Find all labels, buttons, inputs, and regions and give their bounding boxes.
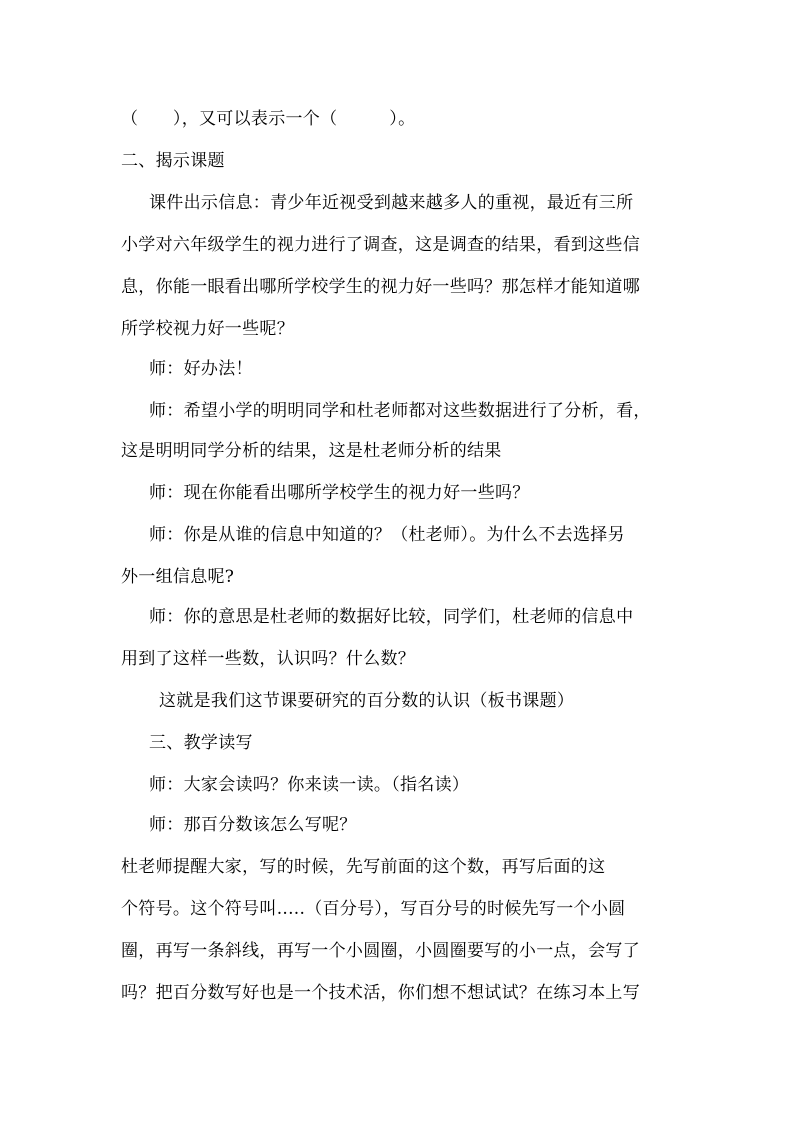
text-line-5: 息，你能一眼看出哪所学校学生的视力好一些吗？那怎样才能知道哪 (121, 277, 640, 297)
text-line-4: 小学对六年级学生的视力进行了调查，这是调查的结果，看到这些信 (121, 235, 640, 255)
text-line-1: （ ），又可以表示一个（ ）。 (121, 109, 416, 129)
text-line-14: 用到了这样一些数，认识吗？什么数？ (121, 649, 416, 669)
text-line-17: 师：大家会读吗？你来读一读。（指名读） (149, 775, 470, 795)
text-line-11: 师：你是从谁的信息中知道的？（杜老师）。为什么不去选择另 (149, 525, 625, 545)
text-line-21: 圈，再写一条斜线，再写一个小圆圈，小圆圈要写的小一点，会写了 (121, 941, 640, 961)
section-heading-reveal-topic: 二、揭示课题 (121, 151, 225, 171)
text-line-15: 这就是我们这节课要研究的百分数的认识（板书课题） (159, 691, 575, 711)
text-line-9: 这是明明同学分析的结果，这是杜老师分析的结果 (121, 441, 502, 461)
text-line-7: 师：好办法！ (149, 359, 253, 379)
text-line-8: 师：希望小学的明明同学和杜老师都对这些数据进行了分析，看， (149, 401, 651, 421)
text-line-20: 个符号。这个符号叫.....（百分号），写百分号的时候先写一个小圆 (121, 899, 626, 919)
text-line-3: 课件出示信息：青少年近视受到越来越多人的重视，最近有三所 (149, 193, 634, 213)
text-line-19: 杜老师提醒大家，写的时候，先写前面的这个数，再写后面的这 (121, 857, 606, 877)
text-line-6: 所学校视力好一些呢？ (121, 319, 294, 339)
text-line-10: 师：现在你能看出哪所学校学生的视力好一些吗？ (149, 483, 530, 503)
text-line-22: 吗？把百分数写好也是一个技术活，你们想不想试试？在练习本上写 (121, 983, 640, 1003)
section-heading-teaching: 三、教学读写 (149, 733, 253, 753)
text-line-12: 外一组信息呢? (121, 567, 235, 587)
text-line-13: 师：你的意思是杜老师的数据好比较，同学们，杜老师的信息中 (149, 607, 634, 627)
text-line-18: 师：那百分数该怎么写呢？ (149, 815, 357, 835)
